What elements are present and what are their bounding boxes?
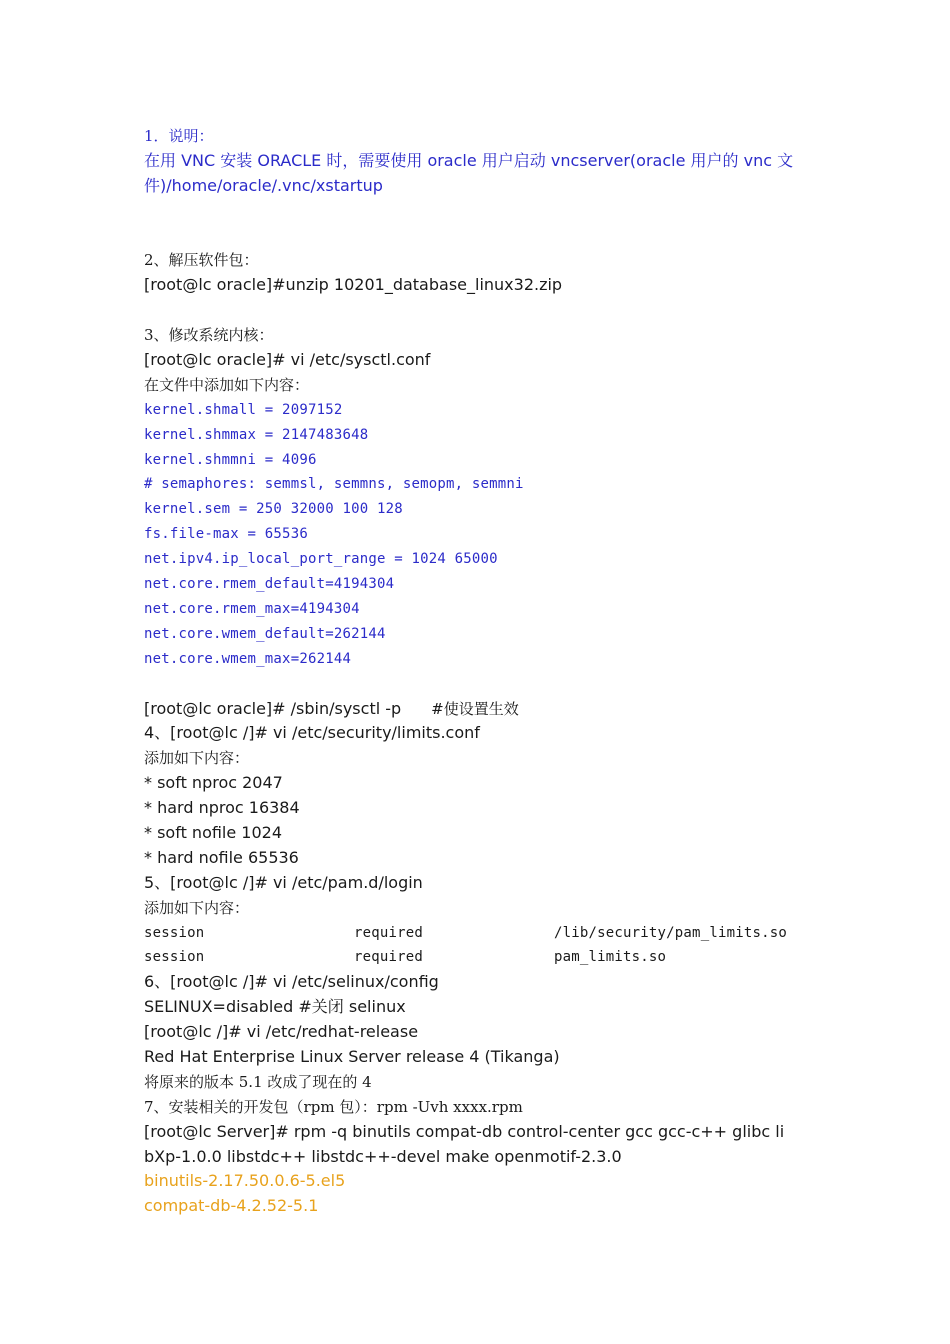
pam-type: session <box>144 949 205 966</box>
section4-note: 添加如下内容： <box>144 749 250 768</box>
section6-note: 将原来的版本 5.1 改成了现在的 4 <box>144 1072 372 1091</box>
section6-command2: [root@lc /]# vi /etc/redhat-release <box>144 1022 419 1042</box>
section3-note: 在文件中添加如下内容： <box>144 375 310 394</box>
limits-line: * hard nofile 65536 <box>144 847 299 867</box>
limits-line: * hard nproc 16384 <box>144 798 300 818</box>
section7-command-line1: [root@lc Server]# rpm -q binutils compat-db control-center gcc gcc-c++ glibc li <box>144 1121 785 1141</box>
kernel-line: kernel.shmmni = 4096 <box>144 451 317 468</box>
section1-line1: 在用 VNC 安装 ORACLE 时，需要使用 oracle 用户启动 vncserver(oracle 用户的 vnc 文 <box>144 150 794 170</box>
pam-row <box>144 921 804 946</box>
section1-heading: 1．说明： <box>144 127 214 145</box>
kernel-line: kernel.shmmax = 2147483648 <box>144 426 369 443</box>
pam-module: pam_limits.so <box>554 949 667 966</box>
section3-command: [root@lc oracle]# vi /etc/sysctl.conf <box>144 350 431 370</box>
pam-control: required <box>354 924 424 941</box>
section2-command: [root@lc oracle]#unzip 10201_database_linux32.zip <box>144 275 563 295</box>
sysctl-apply-comment: #使设置生效 <box>431 699 519 718</box>
kernel-line: kernel.shmall = 2097152 <box>144 401 343 418</box>
section7-heading: 7、安装相关的开发包（rpm 包）：rpm -Uvh xxxx.rpm <box>144 1097 523 1116</box>
kernel-line: net.core.rmem_max=4194304 <box>144 600 360 617</box>
section7-command-line2: bXp-1.0.0 libstdc++ libstdc++-devel make openmotif-2.3.0 <box>144 1146 622 1166</box>
kernel-line: kernel.sem = 250 32000 100 128 <box>144 501 403 518</box>
section5-command: 5、[root@lc /]# vi /etc/pam.d/login <box>144 872 423 892</box>
limits-line: * soft nproc 2047 <box>144 773 283 793</box>
selinux-line: SELINUX=disabled #关闭 selinux <box>144 997 406 1017</box>
rpm-result: compat-db-4.2.52-5.1 <box>144 1196 319 1216</box>
section5-note: 添加如下内容： <box>144 898 250 917</box>
rpm-result: binutils-2.17.50.0.6-5.el5 <box>144 1171 346 1191</box>
kernel-line: net.core.wmem_default=262144 <box>144 625 386 642</box>
limits-line: * soft nofile 1024 <box>144 822 283 842</box>
section4-command: 4、[root@lc /]# vi /etc/security/limits.conf <box>144 723 480 743</box>
kernel-line: net.core.rmem_default=4194304 <box>144 576 395 593</box>
section1-line2: 件)/home/oracle/.vnc/xstartup <box>144 175 383 195</box>
pam-type: session <box>144 924 205 941</box>
pam-control: required <box>354 949 424 966</box>
section6-command: 6、[root@lc /]# vi /etc/selinux/config <box>144 972 439 992</box>
release-line: Red Hat Enterprise Linux Server release 4 (Tikanga) <box>144 1046 560 1066</box>
kernel-line: fs.file-max = 65536 <box>144 526 308 543</box>
pam-module: /lib/security/pam_limits.so <box>554 924 787 941</box>
sysctl-apply-command: [root@lc oracle]# /sbin/sysctl -p <box>144 698 402 718</box>
document-page <box>144 124 804 1219</box>
kernel-line: net.ipv4.ip_local_port_range = 1024 65000 <box>144 551 498 568</box>
kernel-line: net.core.wmem_max=262144 <box>144 650 352 667</box>
section3-heading: 3、修改系统内核： <box>144 326 274 345</box>
sysctl-apply-line <box>144 697 804 722</box>
section2-heading: 2、解压软件包： <box>144 251 259 270</box>
pam-row <box>144 945 804 970</box>
kernel-line: # semaphores: semmsl, semmns, semopm, semmni <box>144 476 524 493</box>
